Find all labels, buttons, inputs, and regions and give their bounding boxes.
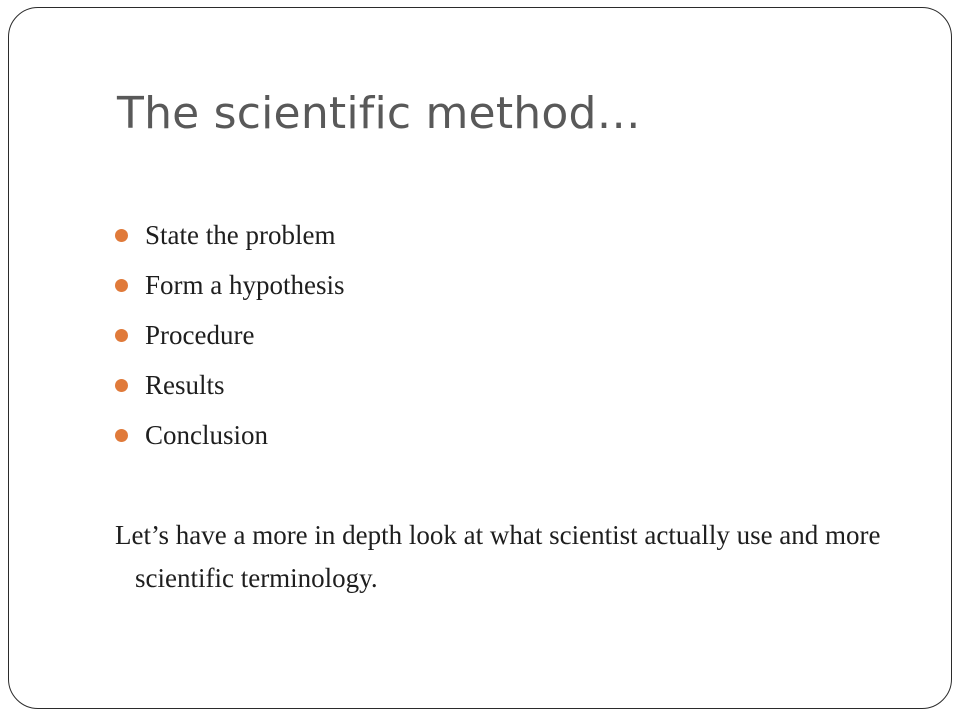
bullet-icon [115, 429, 128, 442]
bullet-text: State the problem [145, 220, 336, 250]
list-item [115, 314, 345, 364]
list-item [115, 214, 345, 264]
slide-title: The scientific method… [117, 88, 641, 139]
bullet-icon [115, 379, 128, 392]
slide-frame [8, 7, 952, 709]
bullet-icon [115, 229, 128, 242]
bullet-text: Form a hypothesis [145, 270, 345, 300]
closing-paragraph: Let’s have a more in depth look at what scientist actually use and more scientific terminology. [115, 520, 881, 593]
bullet-icon [115, 279, 128, 292]
bullet-text: Conclusion [145, 420, 269, 450]
bullet-text: Procedure [145, 320, 255, 350]
list-item [115, 264, 345, 314]
bullet-icon [115, 329, 128, 342]
bullet-text: Results [145, 370, 225, 400]
list-item [115, 414, 345, 464]
list-item [115, 364, 345, 414]
bullet-list [115, 214, 345, 464]
